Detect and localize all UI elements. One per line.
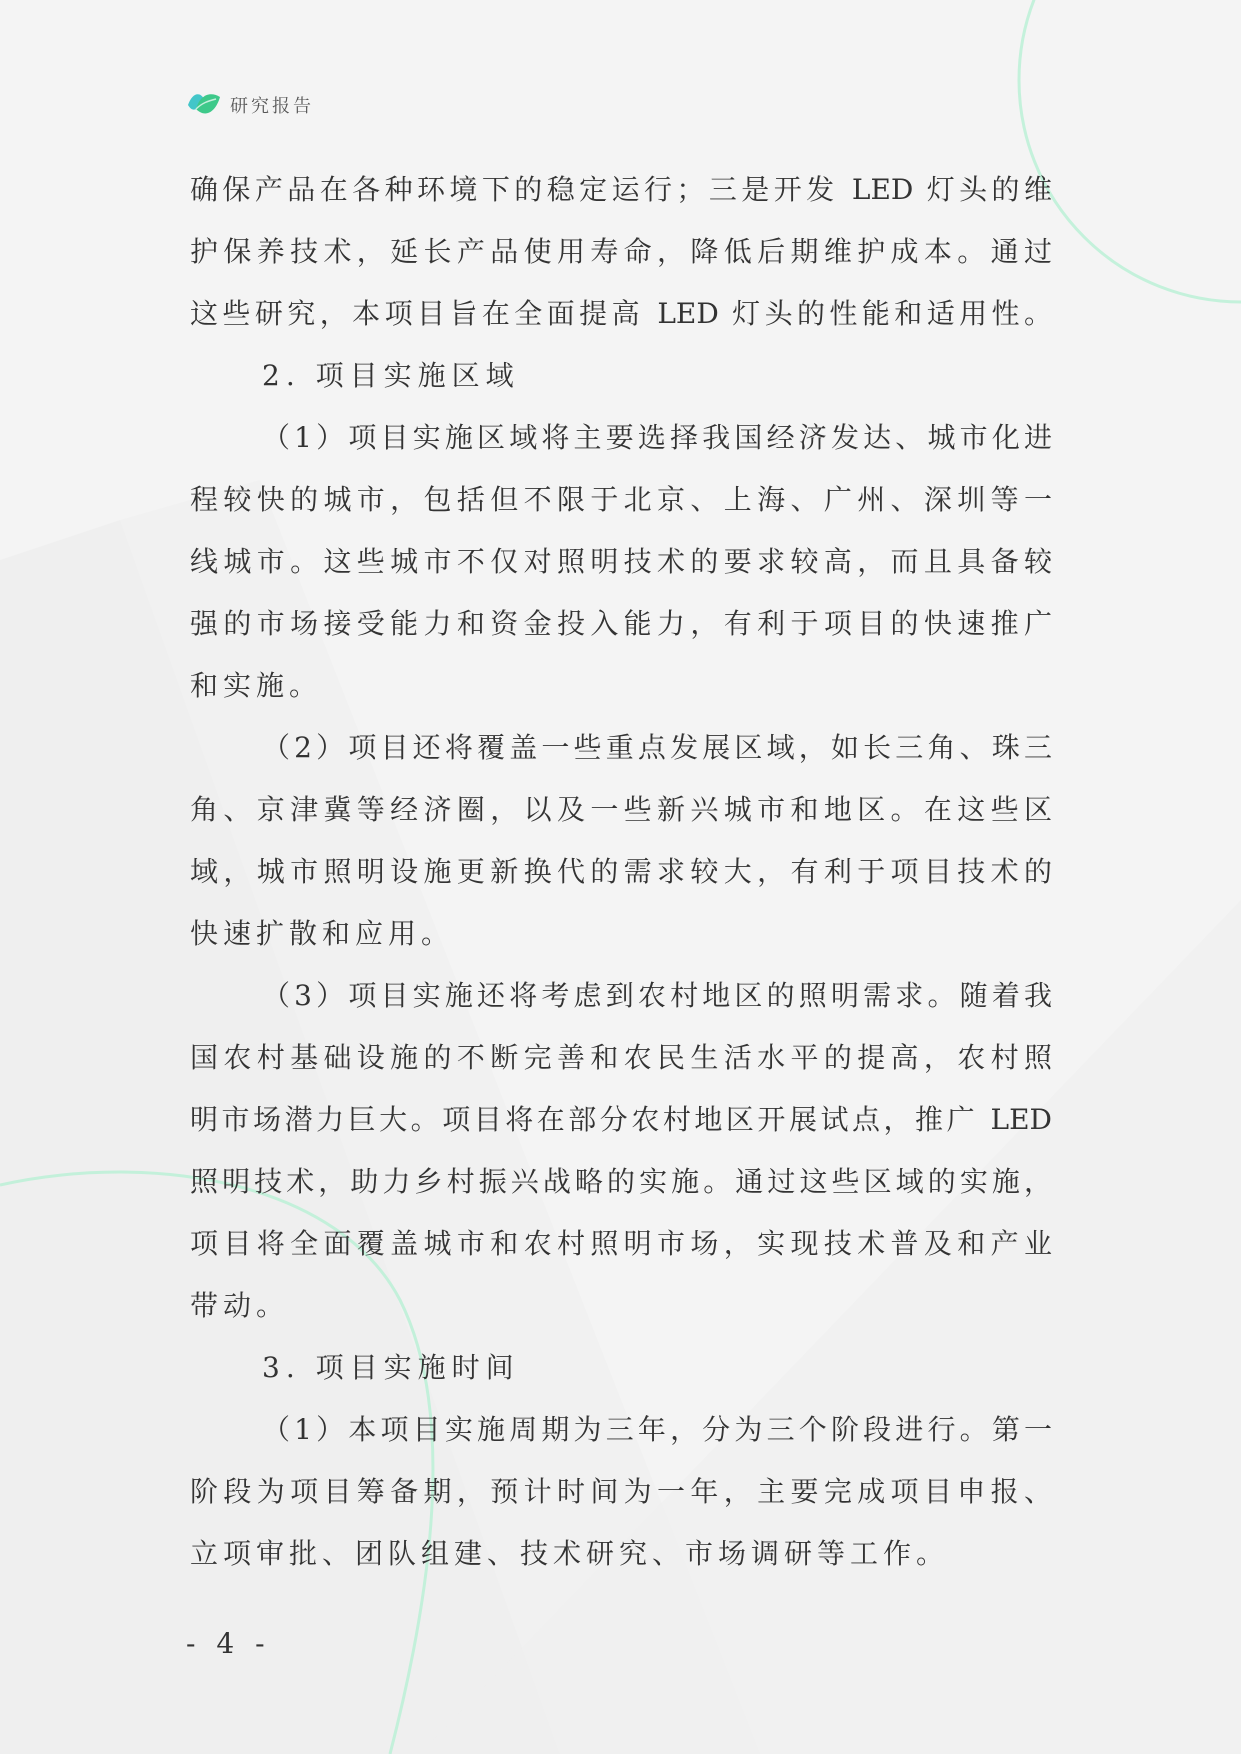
text-line: （1）本项目实施周期为三年，分为三个阶段进行。第一: [262, 1413, 1052, 1446]
text-line: 项目将全面覆盖城市和农村照明市场，实现技术普及和产业: [190, 1227, 1052, 1260]
text-line: （2）项目还将覆盖一些重点发展区域，如长三角、珠三: [262, 731, 1052, 764]
text-line: 和实施。: [190, 669, 323, 702]
text-line: 立项审批、团队组建、技术研究、市场调研等工作。: [190, 1537, 950, 1570]
section-heading: 2. 项目实施区域: [262, 359, 520, 392]
document-body: [190, 159, 1052, 1585]
text-line: 阶段为项目筹备期，预计时间为一年，主要完成项目申报、: [190, 1475, 1052, 1508]
paragraph: [190, 159, 1052, 345]
text-line: 线城市。这些城市不仅对照明技术的要求较高，而且具备较: [190, 545, 1052, 578]
section-heading: 3. 项目实施时间: [262, 1351, 520, 1384]
text-line: （1）项目实施区域将主要选择我国经济发达、城市化进: [262, 421, 1052, 454]
paragraph: [190, 407, 1052, 717]
text-line: 照明技术，助力乡村振兴战略的实施。通过这些区域的实施，: [190, 1165, 1052, 1198]
paragraph: [190, 965, 1052, 1337]
text-line: 明市场潜力巨大。项目将在部分农村地区开展试点，推广 LED: [190, 1103, 1052, 1136]
text-line: 快速扩散和应用。: [190, 917, 455, 950]
paragraph: [190, 717, 1052, 965]
text-line: 强的市场接受能力和资金投入能力，有利于项目的快速推广: [190, 607, 1052, 640]
header-title: 研究报告: [230, 96, 314, 117]
text-line: 带动。: [190, 1289, 290, 1322]
text-line: 角、京津冀等经济圈，以及一些新兴城市和地区。在这些区: [190, 793, 1052, 826]
text-line: 护保养技术，延长产品使用寿命，降低后期维护成本。通过: [190, 235, 1052, 268]
text-line: 确保产品在各种环境下的稳定运行；三是开发 LED 灯头的维: [190, 173, 1052, 206]
document-header: [186, 88, 314, 122]
text-line: 域，城市照明设施更新换代的需求较大，有利于项目技术的: [190, 855, 1052, 888]
text-line: （3）项目实施还将考虑到农村地区的照明需求。随着我: [262, 979, 1052, 1012]
text-line: 这些研究，本项目旨在全面提高 LED 灯头的性能和适用性。: [190, 297, 1052, 330]
text-line: 程较快的城市，包括但不限于北京、上海、广州、深圳等一: [190, 483, 1052, 516]
page-number: - 4 -: [186, 1627, 271, 1660]
text-line: 国农村基础设施的不断完善和农民生活水平的提高，农村照: [190, 1041, 1052, 1074]
leaf-logo-icon: [186, 89, 222, 121]
paragraph: [190, 1399, 1052, 1585]
